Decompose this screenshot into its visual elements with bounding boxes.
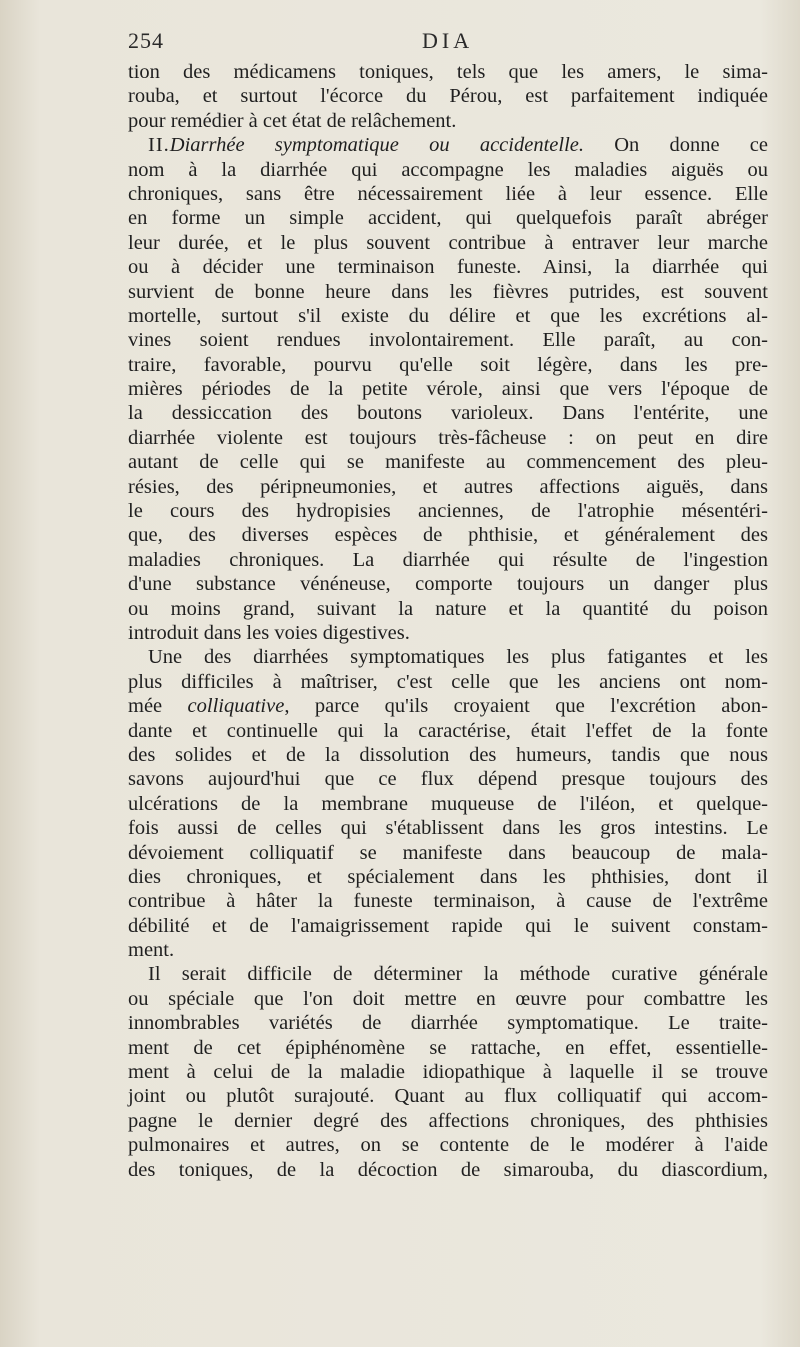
text-line: des solides et de la dissolution des humeurs, tandis que nous (128, 743, 768, 766)
text-line: leur durée, et le plus souvent contribue à entraver leur marche (128, 231, 768, 254)
paragraph-2 (128, 133, 768, 645)
text-line: joint ou plutôt surajouté. Quant au flux colliquatif qui accom- (128, 1085, 768, 1108)
text-line: ou moins grand, suivant la nature et la quantité du poison (128, 597, 768, 620)
page-number: 254 (128, 28, 164, 53)
text-line: Une des diarrhées symptomatiques les plus fatigantes et les (148, 646, 768, 669)
text-line: que, des diverses espèces de phthisie, et généralement des (128, 524, 768, 547)
text-line: débilité et de l'amaigrissement rapide qui le suivent constam- (128, 914, 768, 937)
text-line: pagne le dernier degré des affections chroniques, des phthisies (128, 1109, 768, 1132)
paragraph-4 (128, 962, 768, 1182)
text-fragment: mée (128, 695, 188, 718)
text-line: fois aussi de celles qui s'établissent dans les gros intestins. Le (128, 817, 768, 840)
text-line: chroniques, sans être nécessairement liée à leur essence. Elle (128, 182, 768, 205)
running-title: DIA (422, 28, 474, 53)
text-fragment: , parce qu'ils croyaient que l'excrétion abon- (284, 695, 768, 718)
text-line: Il serait difficile de déterminer la méthode curative générale (148, 963, 768, 986)
text-line: ulcérations de la membrane muqueuse de l'iléon, et quelque- (128, 792, 768, 815)
text-line: dévoiement colliquatif se manifeste dans beaucoup de mala- (128, 841, 768, 864)
italic-term: colliquative (187, 695, 285, 718)
section-heading: Diarrhée symptomatique ou accidentelle. (169, 134, 584, 157)
text-line: diarrhée violente est toujours très-fâcheuse : on peut en dire (128, 426, 768, 449)
text-line: ou spéciale que l'on doit mettre en œuvre pour combattre les (128, 987, 768, 1010)
text-line: ou à décider une terminaison funeste. Ainsi, la diarrhée qui (128, 256, 768, 279)
section-heading-line (128, 133, 768, 157)
text-line: en forme un simple accident, qui quelquefois paraît abréger (128, 207, 768, 230)
text-line: ment de cet épiphénomène se rattache, en effet, essentielle- (128, 1036, 768, 1059)
text-line: résies, des péripneumonies, et autres affections aiguës, dans (128, 475, 768, 498)
body-text (128, 60, 768, 1182)
text-line: vines soient rendues involontairement. Elle paraît, au con- (128, 329, 768, 352)
text-line: mortelle, surtout s'il existe du délire et que les excrétions al- (128, 304, 768, 327)
text-line: savons aujourd'hui que ce flux dépend presque toujours des (128, 768, 768, 791)
text-line: pour remédier à cet état de relâchement. (128, 109, 457, 132)
text-line: dante et continuelle qui la caractérise, était l'effet de la fonte (128, 719, 768, 742)
text-line: le cours des hydropisies anciennes, de l'atrophie mésentéri- (128, 500, 768, 523)
text-line: des toniques, de la décoction de simarouba, du diascordium, (128, 1158, 768, 1181)
text-line: d'une substance vénéneuse, comporte toujours un danger plus (128, 573, 768, 596)
text-line: pulmonaires et autres, on se contente de le modérer à l'aide (128, 1134, 768, 1157)
text-line: plus difficiles à maîtriser, c'est celle que les anciens ont nom- (128, 670, 768, 693)
text-line: survient de bonne heure dans les fièvres putrides, est souvent (128, 280, 768, 303)
running-head (128, 28, 768, 56)
text-line: dies chroniques, et spécialement dans les phthisies, dont il (128, 865, 768, 888)
text-line: ment. (128, 939, 175, 962)
text-fragment: On donne ce (584, 134, 768, 157)
text-line: nom à la diarrhée qui accompagne les maladies aiguës ou (128, 158, 768, 181)
text-line: maladies chroniques. La diarrhée qui résulte de l'ingestion (128, 548, 768, 571)
text-line: mières périodes de la petite vérole, ainsi que vers l'époque de (128, 378, 768, 401)
text-line-with-italic (128, 694, 768, 718)
section-number: II. (148, 134, 170, 157)
text-line: introduit dans les voies digestives. (128, 621, 410, 644)
text-line: tion des médicamens toniques, tels que les amers, le sima- (128, 61, 768, 83)
text-line: autant de celle qui se manifeste au commencement des pleu- (128, 451, 768, 474)
paragraph-3 (128, 645, 768, 962)
text-line: contribue à hâter la funeste terminaison, à cause de l'extrême (128, 890, 768, 913)
text-line: traire, favorable, pourvu qu'elle soit légère, dans les pre- (128, 353, 768, 376)
text-line: rouba, et surtout l'écorce du Pérou, est parfaitement indiquée (128, 85, 768, 108)
text-line: la dessiccation des boutons varioleux. Dans l'entérite, une (128, 402, 768, 425)
text-line: innombrables variétés de diarrhée symptomatique. Le traite- (128, 1012, 768, 1035)
paragraph-1 (128, 60, 768, 133)
text-line: ment à celui de la maladie idiopathique à laquelle il se trouve (128, 1061, 768, 1084)
